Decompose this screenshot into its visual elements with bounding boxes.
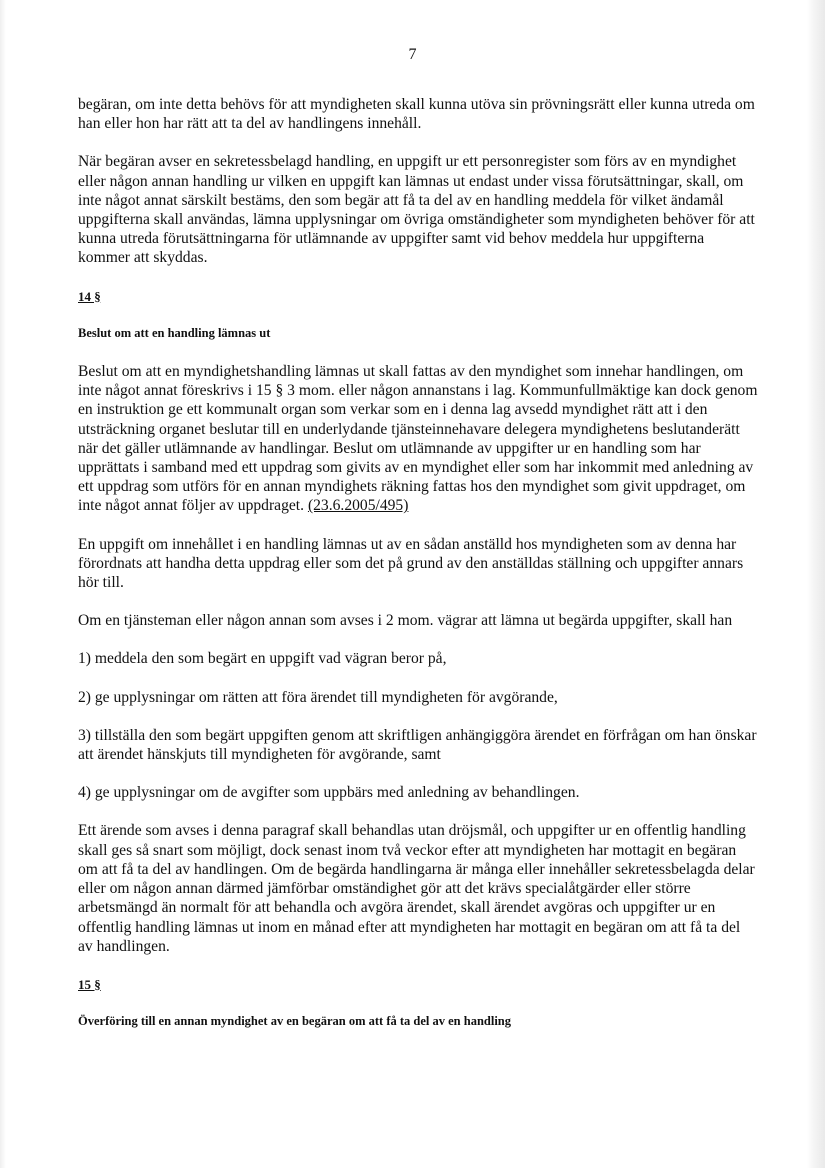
list-item: 1) meddela den som begärt en uppgift vad vägran beror på, — [78, 650, 447, 668]
section-15-title: Överföring till en annan myndighet av en begäran om att få ta del av en handling — [78, 1014, 512, 1029]
list-item: 2) ge upplysningar om rätten att föra ärendet till myndigheten för avgörande, — [78, 688, 558, 706]
amendment-reference-link[interactable]: (23.6.2005/495) — [307, 497, 409, 515]
section-14-title: Beslut om att en handling lämnas ut — [78, 325, 271, 340]
paragraph-purpose: När begäran avser en sekretessbelagd handling, en uppgift ur ett personregister som förs av en myndighet eller någon annan handling ur vilken en uppgift kan lämnas ut endast under vissa förutsättningar, skall, om inte något annat särskilt bestäms, den som begär att få ta del av en handling meddela för vilket ändamål uppgifterna skall användas, lämna upplysningar om övriga omständigheter som myndigheten behöver för att kunna utreda förutsättningarna för utlämnande av uppgifter samt vid behov meddela hur uppgifterna kommer att skyddas. — [78, 153, 755, 267]
section-14-para-1 — [78, 362, 758, 516]
list-item: 4) ge upplysningar om de avgifter som uppbärs med anledning av behandlingen. — [78, 784, 580, 802]
section-14-para-1-text: Beslut om att en myndighetshandling lämnas ut skall fattas av den myndighet som innehar handlingen, om inte något annat föreskrivs i 15 § 3 mom. eller någon annanstans i lag. Kommunfullmäktige kan dock genom en instruktion ge ett kommunalt organ som verkar som en i denna lag avsedd myndighet rätt att i den utsträckning organet beslutar till en underlydande tjänsteinnehavare delegera myndighetens beslutanderätt när det gäller utlämnande av handlingar. Beslut om utlämnande av uppgifter ur en handling som har upprättats i samband med ett uppdrag som givits av en myndighet eller som har inkommit med anledning av ett uppdrag som utförs för en annan myndighets räkning fattas hos den myndighet som givit uppdraget, om inte något annat följer av uppdraget. — [78, 363, 758, 515]
scan-edge-right — [807, 0, 825, 1168]
list-item: 3) tillställa den som begärt uppgiften genom att skriftligen anhängiggöra ärendet en förfrågan om han önskar att ärendet hänskjuts till myndigheten för avgörande, samt — [78, 726, 757, 764]
page-number: 7 — [408, 46, 417, 63]
section-14-para-4: Ett ärende som avses i denna paragraf skall behandlas utan dröjsmål, och uppgifter ur en offentlig handling skall ges så snart som möjligt, dock senast inom två veckor efter att myndigheten har mottagit en begäran om att få ta del av handlingen. Om de begärda handlingarna är många eller innehåller sekretessbelagda delar eller om någon annan därmed jämförbar omständighet gör att det krävs specialåtgärder eller större arbetsmängd än normalt för att behandla och avgöra ärendet, skall ärendet avgöras och uppgifter ur en offentlig handling lämnas ut inom en månad efter att myndigheten har mottagit en begäran om att få ta del av handlingen. — [78, 822, 755, 955]
paragraph-continued: begäran, om inte detta behövs för att myndigheten skall kunna utöva sin prövningsrätt eller kunna utreda om han eller hon har rätt att ta del av handlingens innehåll. — [78, 96, 755, 133]
section-14-para-2: En uppgift om innehållet i en handling lämnas ut av en sådan anställd hos myndigheten som av denna har förordnats att handha detta uppdrag eller som det på grund av den anställdas ställning och uppgifter annars hör till. — [78, 535, 744, 592]
section-14-number: 14 § — [78, 288, 101, 304]
document-body — [78, 95, 758, 1050]
section-14-para-3: Om en tjänsteman eller någon annan som avses i 2 mom. vägrar att lämna ut begärda uppgifter, skall han — [78, 612, 733, 630]
scan-edge-left — [0, 0, 6, 1168]
section-15-number: 15 § — [78, 976, 101, 992]
